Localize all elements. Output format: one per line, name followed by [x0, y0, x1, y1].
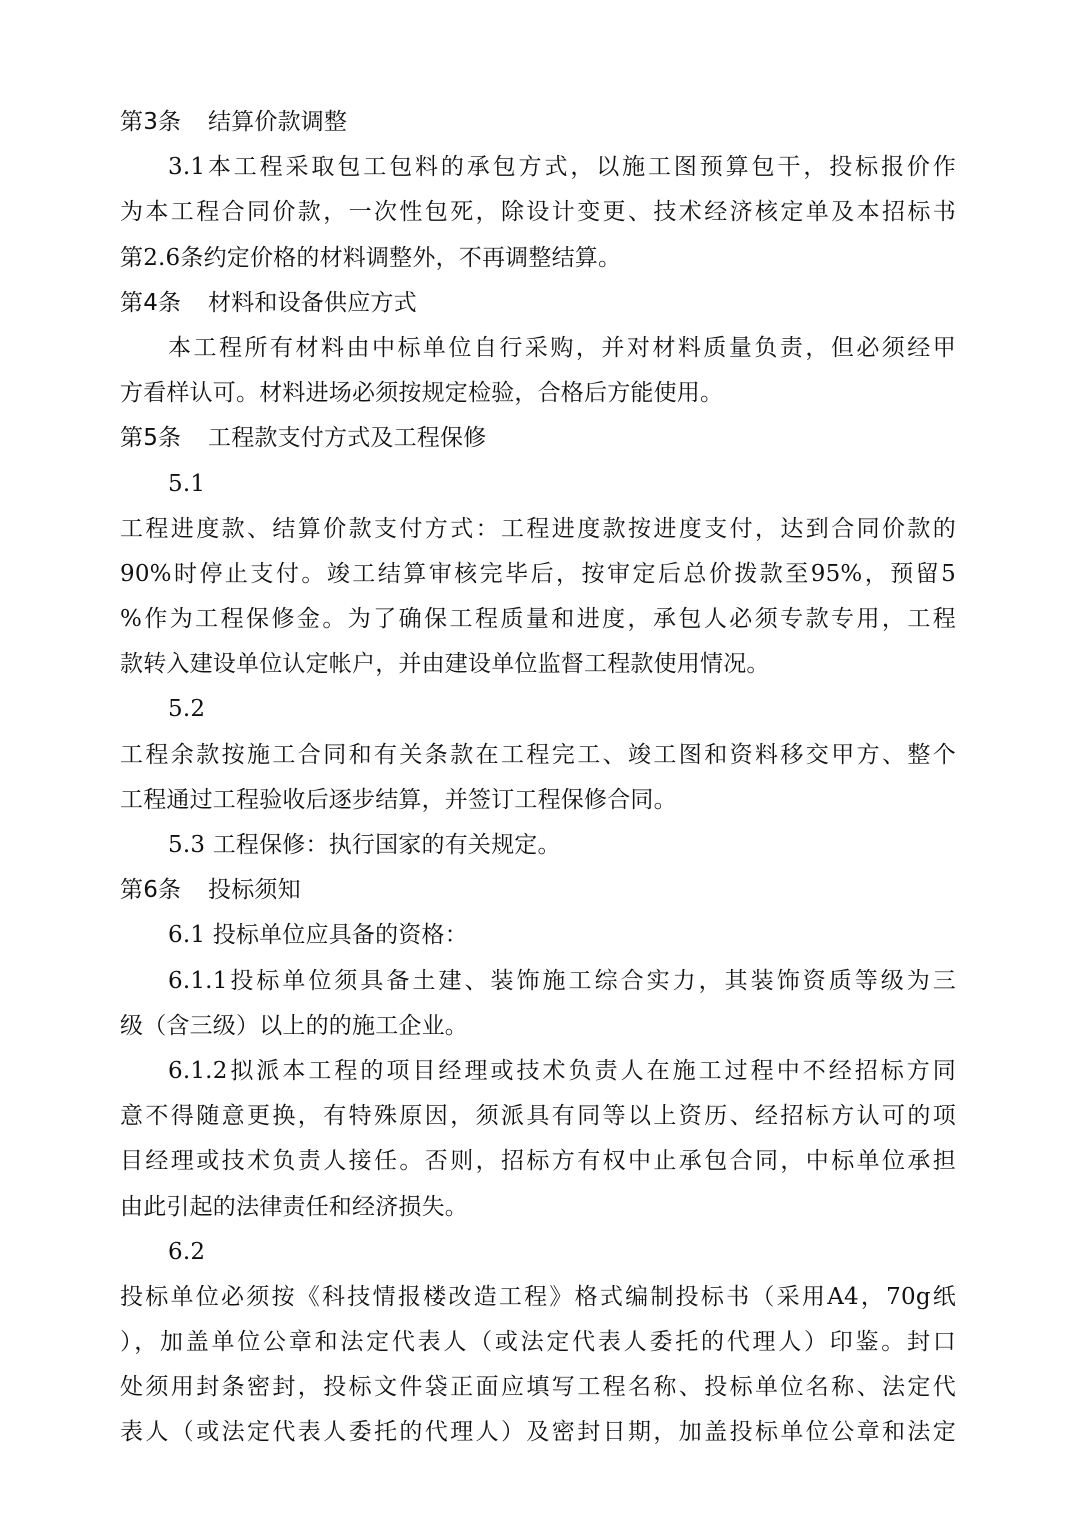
paragraph-line: 90%时停止支付。竣工结算审核完毕后，按审定后总价拨款至95%，预留5 [120, 560, 956, 587]
section-6-heading [120, 868, 956, 913]
section-number: 第5条 [120, 425, 182, 452]
paragraph-line: 6.1.2拟派本工程的项目经理或技术负责人在施工过程中不经招标方同 [168, 1057, 956, 1084]
paragraph-line: 为本工程合同价款，一次性包死，除设计变更、技术经济核定单及本招标书 [120, 199, 956, 226]
clause-label-5-2: 5.2 [168, 696, 206, 723]
paragraph-line: 方看样认可。材料进场必须按规定检验，合格后方能使用。 [120, 380, 724, 407]
paragraph-line: 处须用封条密封，投标文件袋正面应填写工程名称、投标单位名称、法定代 [120, 1374, 956, 1401]
clause-label-6-2: 6.2 [168, 1238, 206, 1265]
section-4-heading [120, 281, 956, 326]
paragraph-line: 表人（或法定代表人委托的代理人）及密封日期，加盖投标单位公章和法定 [120, 1419, 956, 1446]
paragraph-line: 工程余款按施工合同和有关条款在工程完工、竣工图和资料移交甲方、整个 [120, 741, 956, 768]
paragraph-line: 工程通过工程验收后逐步结算，并签订工程保修合同。 [120, 786, 677, 813]
paragraph-line: 款转入建设单位认定帐户，并由建设单位监督工程款使用情况。 [120, 651, 770, 678]
paragraph-line: 工程进度款、结算价款支付方式：工程进度款按进度支付，达到合同价款的 [120, 515, 956, 542]
paragraph-line: 意不得随意更换，有特殊原因，须派具有同等以上资历、经招标方认可的项 [120, 1103, 956, 1130]
paragraph-line: 本工程所有材料由中标单位自行采购，并对材料质量负责，但必须经甲 [168, 334, 956, 361]
paragraph-line: 级（含三级）以上的的施工企业。 [120, 1012, 468, 1039]
paragraph-line: 由此引起的法律责任和经济损失。 [120, 1193, 468, 1220]
clause-5-3: 5.3 工程保修：执行国家的有关规定。 [168, 832, 561, 858]
paragraph-line: %作为工程保修金。为了确保工程质量和进度，承包人必须专款专用，工程 [120, 606, 956, 633]
section-number: 第3条 [120, 109, 182, 135]
paragraph-line: ），加盖单位公章和法定代表人（或法定代表人委托的代理人）印鉴。封口 [120, 1329, 956, 1356]
section-title: 材料和设备供应方式 [208, 289, 417, 316]
document-body [120, 100, 956, 1456]
paragraph-line: 第2.6条约定价格的材料调整外，不再调整结算。 [120, 244, 622, 271]
paragraph-line: 目经理或技术负责人接任。否则，招标方有权中止承包合同，中标单位承担 [120, 1148, 956, 1175]
section-title: 投标须知 [208, 877, 301, 904]
clause-6-1: 6.1 投标单位应具备的资格： [168, 922, 468, 949]
paragraph-line: 投标单位必须按《科技情报楼改造工程》格式编制投标书（采用A4，70g纸 [120, 1283, 956, 1310]
section-number: 第6条 [120, 877, 182, 904]
section-title: 工程款支付方式及工程保修 [208, 425, 487, 452]
section-3-heading [120, 100, 956, 145]
section-title: 结算价款调整 [208, 109, 348, 135]
clause-label-5-1: 5.1 [168, 470, 206, 497]
paragraph-line: 6.1.1投标单位须具备土建、装饰施工综合实力，其装饰资质等级为三 [168, 967, 956, 994]
paragraph-line: 3.1本工程采取包工包料的承包方式，以施工图预算包干，投标报价作 [168, 154, 956, 181]
section-5-heading [120, 416, 956, 461]
section-number: 第4条 [120, 289, 182, 316]
